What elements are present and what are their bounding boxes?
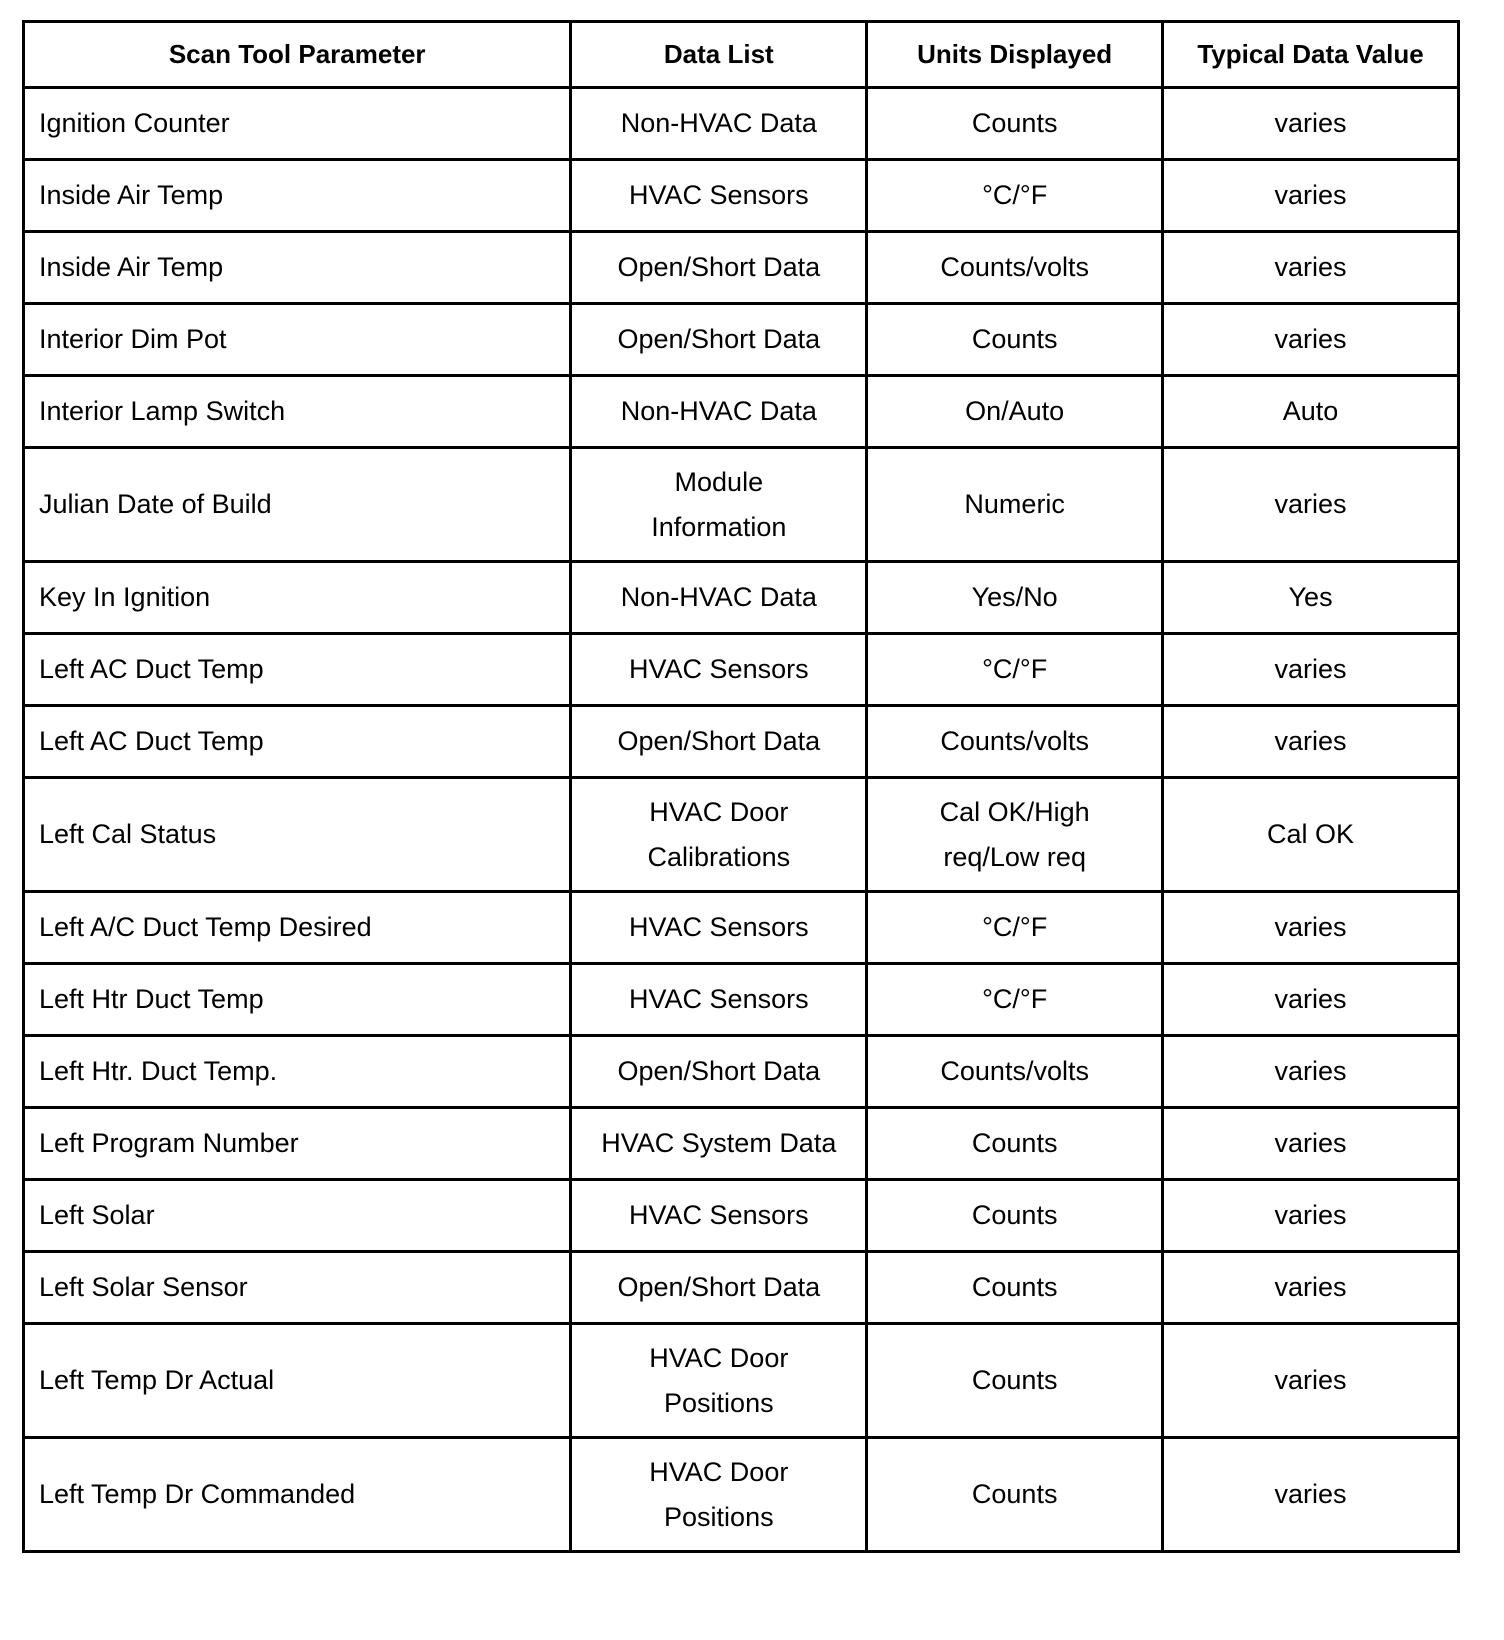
cell-units-displayed-text: On/Auto (965, 396, 1065, 426)
cell-typical-data-value (1163, 562, 1459, 634)
cell-units-displayed (867, 706, 1163, 778)
cell-units-displayed (867, 376, 1163, 448)
cell-parameter-text: Left Solar Sensor (39, 1272, 248, 1302)
cell-units-displayed (867, 964, 1163, 1036)
cell-typical-data-value (1163, 964, 1459, 1036)
cell-typical-data-value-text: varies (1274, 489, 1347, 519)
cell-typical-data-value (1163, 448, 1459, 562)
cell-data-list-text: Module Information (651, 466, 787, 542)
cell-parameter (24, 160, 571, 232)
scan-tool-data-table (22, 20, 1460, 1553)
cell-parameter (24, 304, 571, 376)
cell-parameter-text: Left Temp Dr Actual (39, 1365, 275, 1395)
cell-data-list-text: HVAC Sensors (629, 912, 809, 942)
table-row (24, 304, 1459, 376)
cell-data-list (571, 892, 867, 964)
cell-units-displayed (867, 634, 1163, 706)
cell-typical-data-value (1163, 1324, 1459, 1438)
table-row (24, 1180, 1459, 1252)
table-row (24, 1324, 1459, 1438)
cell-typical-data-value-text: varies (1274, 1200, 1347, 1230)
cell-parameter-text: Left A/C Duct Temp Desired (39, 912, 372, 942)
cell-units-displayed-text: Counts (971, 1365, 1058, 1395)
cell-typical-data-value (1163, 304, 1459, 376)
cell-units-displayed-text: Counts (971, 1128, 1058, 1158)
cell-typical-data-value-text: varies (1274, 726, 1347, 756)
cell-data-list (571, 1180, 867, 1252)
cell-units-displayed-text: Counts (971, 1272, 1058, 1302)
cell-typical-data-value-text: Cal OK (1267, 819, 1355, 849)
cell-parameter (24, 1108, 571, 1180)
cell-data-list-text: Non-HVAC Data (620, 108, 817, 138)
table-row (24, 634, 1459, 706)
table-row (24, 1252, 1459, 1324)
cell-data-list-text: Open/Short Data (617, 726, 821, 756)
cell-data-list-text: HVAC Door Calibrations (647, 796, 791, 872)
table-row (24, 1108, 1459, 1180)
cell-typical-data-value-text: varies (1274, 654, 1347, 684)
cell-parameter-text: Left Htr Duct Temp (39, 984, 264, 1014)
cell-units-displayed (867, 892, 1163, 964)
cell-typical-data-value-text: varies (1274, 1479, 1347, 1509)
cell-parameter (24, 634, 571, 706)
cell-parameter-text: Left AC Duct Temp (39, 654, 264, 684)
cell-parameter (24, 376, 571, 448)
cell-units-displayed (867, 562, 1163, 634)
cell-parameter (24, 706, 571, 778)
cell-data-list (571, 706, 867, 778)
cell-data-list (571, 964, 867, 1036)
cell-typical-data-value (1163, 232, 1459, 304)
cell-typical-data-value (1163, 1438, 1459, 1552)
cell-data-list (571, 376, 867, 448)
table-header-row (24, 22, 1459, 88)
cell-units-displayed-text: Counts/volts (940, 252, 1089, 282)
table-row (24, 1036, 1459, 1108)
cell-data-list-text: Open/Short Data (617, 1056, 821, 1086)
cell-units-displayed (867, 448, 1163, 562)
cell-data-list (571, 232, 867, 304)
table-row (24, 88, 1459, 160)
cell-parameter-text: Left Htr. Duct Temp. (39, 1056, 278, 1086)
cell-units-displayed-text: °C/°F (982, 912, 1048, 942)
cell-parameter (24, 1252, 571, 1324)
cell-typical-data-value-text: varies (1274, 180, 1347, 210)
cell-data-list-text: HVAC Door Positions (649, 1456, 789, 1532)
table-row (24, 562, 1459, 634)
cell-typical-data-value (1163, 1180, 1459, 1252)
cell-data-list-text: HVAC Sensors (629, 180, 809, 210)
table-row (24, 160, 1459, 232)
cell-data-list-text: HVAC Sensors (629, 984, 809, 1014)
cell-data-list (571, 634, 867, 706)
cell-data-list (571, 1324, 867, 1438)
cell-units-displayed (867, 1180, 1163, 1252)
cell-data-list-text: Open/Short Data (617, 324, 821, 354)
cell-data-list-text: HVAC Sensors (629, 654, 809, 684)
cell-units-displayed-text: °C/°F (982, 654, 1048, 684)
cell-typical-data-value (1163, 376, 1459, 448)
cell-typical-data-value (1163, 88, 1459, 160)
table-row (24, 232, 1459, 304)
cell-parameter (24, 232, 571, 304)
cell-units-displayed-text: Counts (971, 1479, 1058, 1509)
cell-parameter-text: Left AC Duct Temp (39, 726, 264, 756)
cell-parameter-text: Left Program Number (39, 1128, 299, 1158)
cell-typical-data-value (1163, 160, 1459, 232)
cell-typical-data-value-text: varies (1274, 1128, 1347, 1158)
cell-units-displayed-text: °C/°F (982, 180, 1048, 210)
cell-typical-data-value (1163, 706, 1459, 778)
cell-parameter-text: Left Temp Dr Commanded (39, 1479, 356, 1509)
cell-typical-data-value (1163, 892, 1459, 964)
cell-parameter-text: Julian Date of Build (39, 489, 272, 519)
cell-parameter (24, 448, 571, 562)
table-body (24, 88, 1459, 1552)
cell-data-list (571, 1108, 867, 1180)
table-row (24, 1438, 1459, 1552)
cell-units-displayed-text: Yes/No (971, 582, 1058, 612)
cell-typical-data-value-text: varies (1274, 1056, 1347, 1086)
cell-parameter (24, 1180, 571, 1252)
cell-data-list-text: Open/Short Data (617, 1272, 821, 1302)
cell-parameter (24, 892, 571, 964)
cell-typical-data-value-text: varies (1274, 252, 1347, 282)
cell-data-list (571, 304, 867, 376)
cell-parameter (24, 1324, 571, 1438)
cell-parameter (24, 1438, 571, 1552)
cell-parameter-text: Interior Dim Pot (39, 324, 227, 354)
cell-typical-data-value-text: varies (1274, 1365, 1347, 1395)
cell-typical-data-value (1163, 634, 1459, 706)
cell-data-list-text: Non-HVAC Data (620, 396, 817, 426)
cell-typical-data-value-text: varies (1274, 1272, 1347, 1302)
cell-parameter-text: Inside Air Temp (39, 252, 224, 282)
cell-units-displayed (867, 232, 1163, 304)
cell-typical-data-value (1163, 778, 1459, 892)
header-typical-data-value: Typical Data Value (1163, 22, 1459, 88)
cell-data-list (571, 778, 867, 892)
cell-data-list (571, 448, 867, 562)
cell-parameter-text: Left Cal Status (39, 819, 217, 849)
cell-units-displayed (867, 304, 1163, 376)
cell-parameter-text: Inside Air Temp (39, 180, 224, 210)
header-data-list: Data List (571, 22, 867, 88)
cell-typical-data-value-text: Yes (1288, 582, 1333, 612)
cell-units-displayed (867, 1438, 1163, 1552)
cell-data-list (571, 1036, 867, 1108)
header-scan-tool-parameter: Scan Tool Parameter (24, 22, 571, 88)
table-row (24, 376, 1459, 448)
table-row (24, 448, 1459, 562)
cell-data-list-text: Open/Short Data (617, 252, 821, 282)
cell-parameter (24, 88, 571, 160)
table-row (24, 964, 1459, 1036)
cell-typical-data-value (1163, 1108, 1459, 1180)
cell-data-list (571, 1438, 867, 1552)
cell-data-list (571, 160, 867, 232)
cell-data-list-text: HVAC Sensors (629, 1200, 809, 1230)
cell-units-displayed (867, 778, 1163, 892)
cell-units-displayed-text: Counts (971, 324, 1058, 354)
cell-typical-data-value-text: varies (1274, 912, 1347, 942)
cell-parameter (24, 778, 571, 892)
cell-units-displayed (867, 1324, 1163, 1438)
cell-units-displayed (867, 160, 1163, 232)
cell-typical-data-value (1163, 1036, 1459, 1108)
cell-units-displayed (867, 88, 1163, 160)
cell-units-displayed-text: Counts/volts (940, 1056, 1089, 1086)
cell-parameter (24, 562, 571, 634)
cell-data-list (571, 1252, 867, 1324)
cell-data-list-text: HVAC Door Positions (649, 1342, 789, 1418)
cell-typical-data-value-text: varies (1274, 108, 1347, 138)
cell-parameter-text: Left Solar (39, 1200, 155, 1230)
cell-typical-data-value-text: varies (1274, 984, 1347, 1014)
cell-units-displayed-text: Counts (971, 1200, 1058, 1230)
cell-units-displayed-text: Cal OK/High req/Low req (939, 796, 1090, 872)
cell-typical-data-value (1163, 1252, 1459, 1324)
cell-data-list-text: HVAC System Data (601, 1128, 837, 1158)
cell-units-displayed-text: °C/°F (982, 984, 1048, 1014)
cell-parameter (24, 1036, 571, 1108)
cell-parameter (24, 964, 571, 1036)
cell-parameter-text: Interior Lamp Switch (39, 396, 286, 426)
cell-data-list (571, 88, 867, 160)
cell-units-displayed-text: Counts (971, 108, 1058, 138)
cell-data-list (571, 562, 867, 634)
header-units-displayed: Units Displayed (867, 22, 1163, 88)
cell-parameter-text: Ignition Counter (39, 108, 230, 138)
table-row (24, 706, 1459, 778)
cell-units-displayed (867, 1108, 1163, 1180)
cell-units-displayed-text: Numeric (964, 489, 1065, 519)
cell-parameter-text: Key In Ignition (39, 582, 211, 612)
table-row (24, 892, 1459, 964)
cell-typical-data-value-text: Auto (1282, 396, 1339, 426)
cell-units-displayed-text: Counts/volts (940, 726, 1089, 756)
cell-units-displayed (867, 1252, 1163, 1324)
cell-data-list-text: Non-HVAC Data (620, 582, 817, 612)
table-row (24, 778, 1459, 892)
cell-typical-data-value-text: varies (1274, 324, 1347, 354)
cell-units-displayed (867, 1036, 1163, 1108)
